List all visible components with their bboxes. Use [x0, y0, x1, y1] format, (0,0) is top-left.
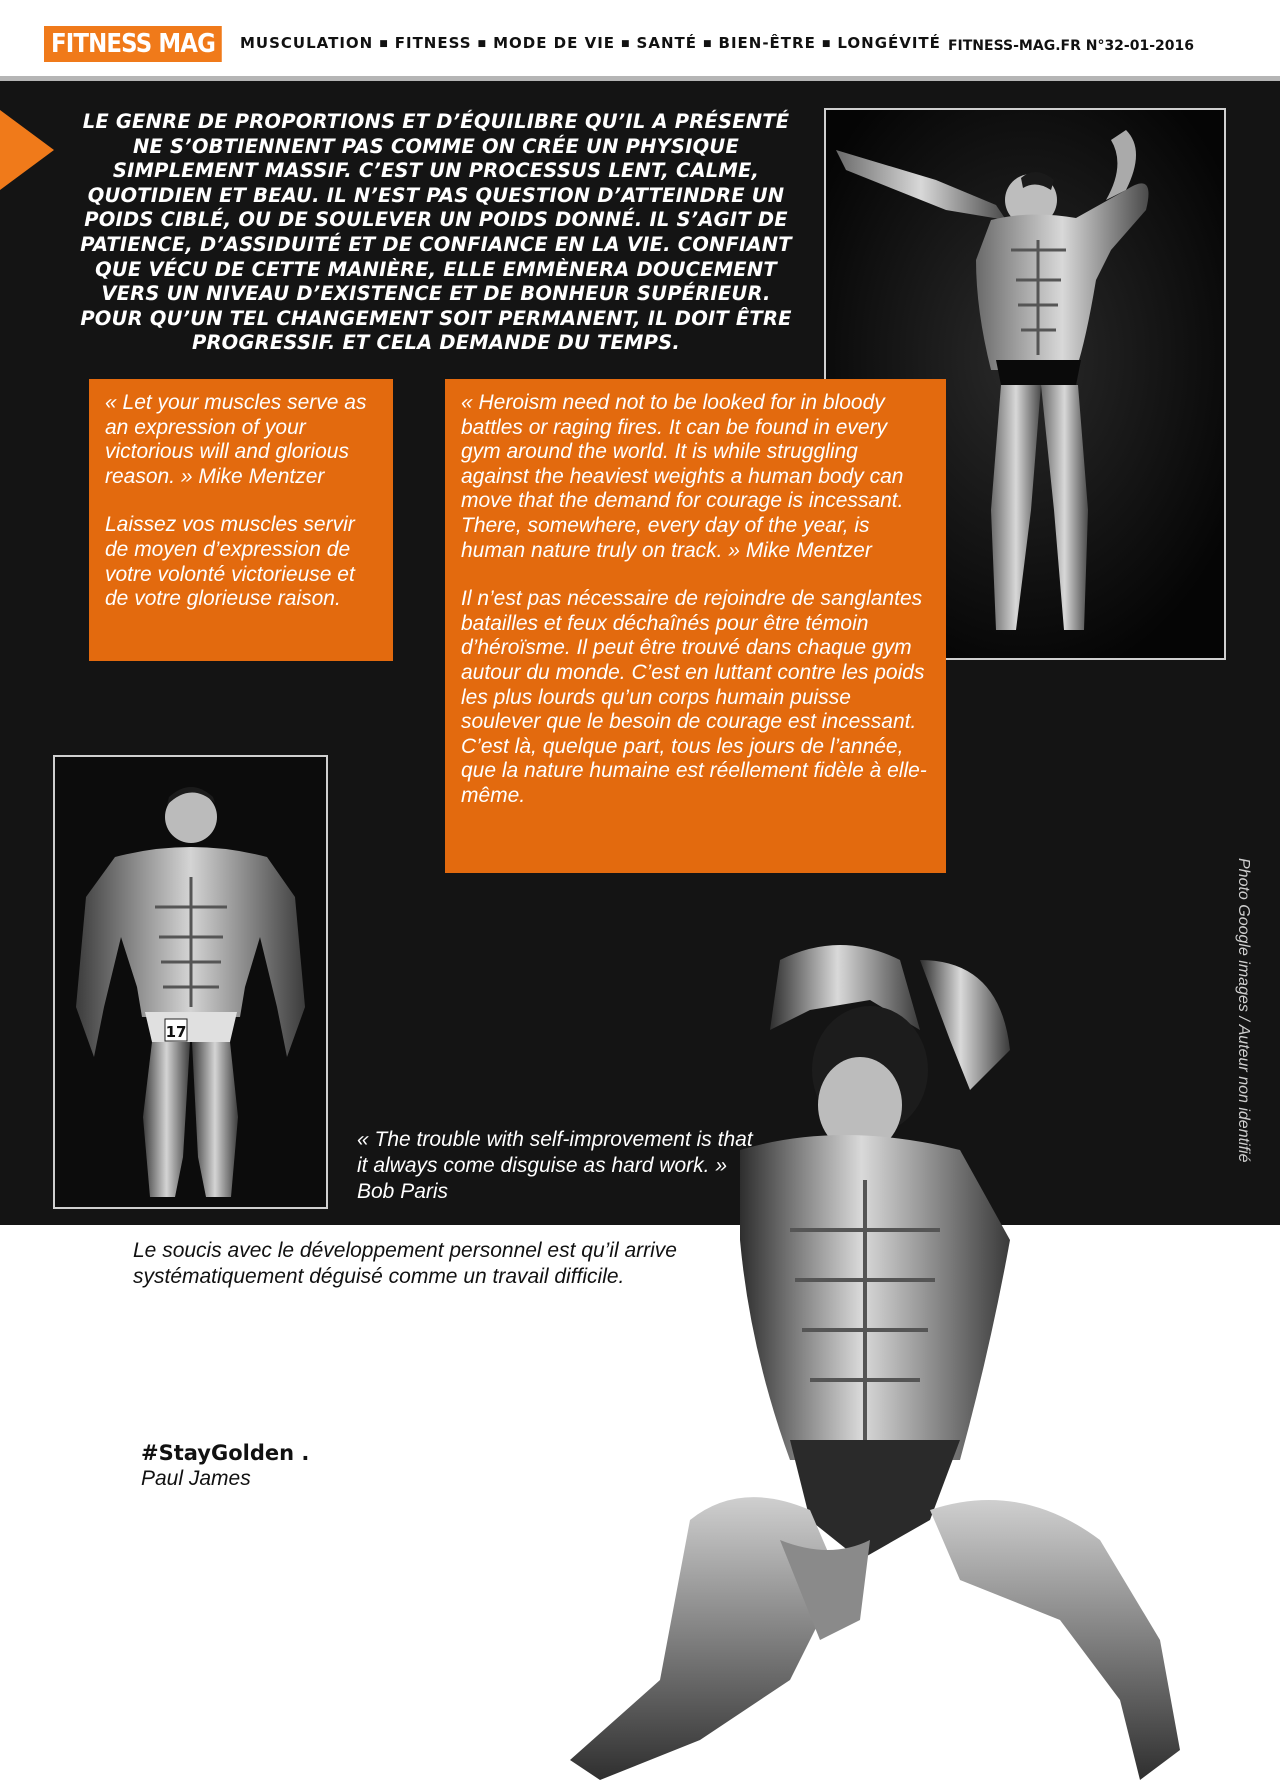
nav-separator: ■ [379, 39, 389, 49]
bodybuilder-photo-kneeling-pose [540, 920, 1280, 1786]
nav-separator: ■ [821, 39, 832, 49]
orange-arrow-icon [0, 110, 54, 190]
quote-text-english: « Heroism need not to be looked for in bloody battles or raging fires. It can be found in every gym around the world. It is while struggling against the heaviest weights a human body can move that the demand for courage is incessant. There, somewhere, every day of the year, is human nature truly on track. » Mike Mentzer [461, 391, 904, 562]
photo-credit-text: Photo Google images / Auteur non identifié [1235, 858, 1252, 1163]
quote-text-english: « Let your muscles serve as an expression of your victorious will and glorious reason. » Mike Mentzer [105, 391, 367, 488]
quote-bob-paris: « The trouble with self-improvement is that it always come disguise as hard work. » Bob Paris [357, 1128, 753, 1203]
nav-separator: ■ [477, 39, 488, 49]
nav-item-mode-de-vie[interactable]: MODE DE VIE [493, 34, 616, 52]
author-name: Paul James [141, 1467, 251, 1490]
author-signature [141, 1440, 309, 1492]
nav-item-musculation[interactable]: MUSCULATION [240, 34, 374, 52]
nav-item-longevite[interactable]: LONGÉVITÉ [837, 34, 941, 52]
quote-translation-french: Le soucis avec le développement personnel est qu’il arrive systématiquement déguisé comme un travail difficile. [133, 1239, 677, 1288]
magazine-header [0, 0, 1280, 76]
issue-number: FITNESS-MAG.FR N°32-01-2016 [947, 38, 1194, 54]
quote-box-mentzer-heroism [445, 379, 946, 873]
quote-text-french: Laissez vos muscles servir de moyen d’expression de votre volonté victorieuse et de votre glorieuse raison. [105, 513, 355, 611]
contestant-number: 17 [165, 1023, 187, 1041]
nav-item-sante[interactable]: SANTÉ [636, 34, 697, 52]
magazine-logo[interactable]: FITNESS MAG [44, 26, 222, 62]
nav-separator: ■ [621, 39, 631, 49]
quote-box-mentzer-muscles [89, 379, 393, 661]
hashtag[interactable]: #StayGolden . [141, 1441, 310, 1465]
nav-item-fitness[interactable]: FITNESS [394, 34, 472, 52]
intro-paragraph: LE GENRE DE PROPORTIONS ET D’ÉQUILIBRE QU’IL A PRÉSENTÉ NE S’OBTIENNENT PAS COMME ON CRÉE UN PHYSIQUE SIMPLEMENT MASSIF. C’EST UN PROCESSUS LENT, CALME, QUOTIDIEN ET BEAU. IL N’EST PAS QUESTION D’ATTEINDRE UN POIDS CIBLÉ, OU DE SOULEVER UN POIDS DONNÉ. IL S’AGIT DE PATIENCE, D’ASSIDUITÉ ET DE CONFIANCE EN LA VIE. CONFIANT QUE VÉCU DE CETTE MANIÈRE, ELLE EMMÈNERA DOUCEMENT VERS UN NIVEAU D’EXISTENCE ET DE BONHEUR SUPÉRIEUR. POUR QU’UN TEL CHANGEMENT SOIT PERMANENT, IL DOIT ÊTRE PROGRESSIF. ET CELA DEMANDE DU TEMPS. [80, 110, 792, 355]
section-nav [240, 34, 941, 52]
nav-item-bien-etre[interactable]: BIEN-ÊTRE [718, 34, 816, 52]
bodybuilder-photo-number-17 [53, 755, 328, 1209]
nav-separator: ■ [703, 39, 713, 49]
quote-text-french: Il n’est pas nécessaire de rejoindre de sanglantes batailles et feux déchaînés pour être témoin d’héroïsme. Il peut être trouvé dans chaque gym autour du monde. C’est en luttant contre les poids les plus lourds qu’un corps humain puisse soulever que le besoin de courage est incessant. C’est là, quelque part, tous les jours de l’année, que la nature humaine est réellement fidèle à elle-même. [461, 587, 927, 807]
